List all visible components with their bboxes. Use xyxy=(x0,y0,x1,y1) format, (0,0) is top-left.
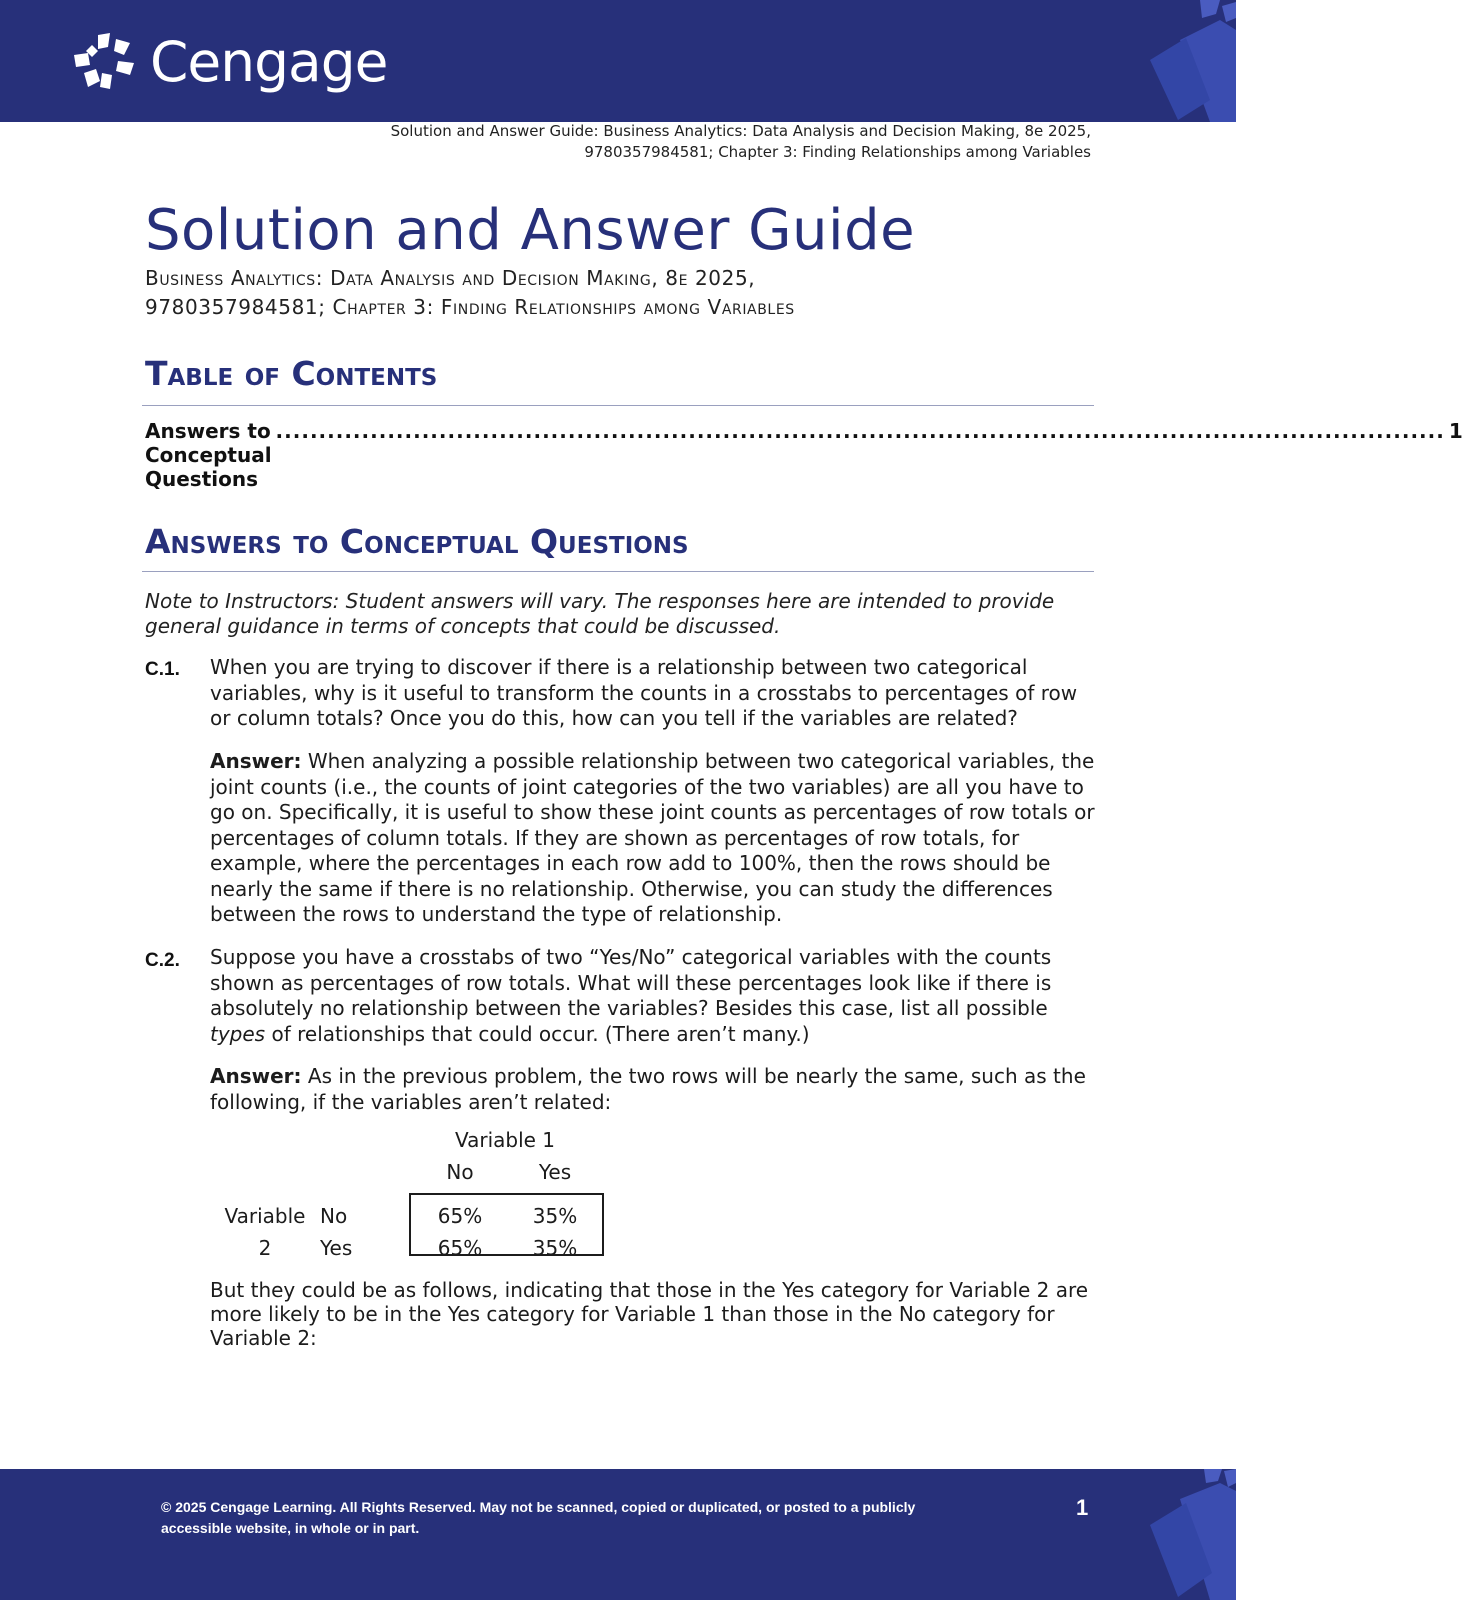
toc-leader-dots: ........................................................................................................................................ xyxy=(275,419,1445,443)
page-number: 1 xyxy=(1076,1495,1089,1520)
instructor-note: Note to Instructors: Student answers will vary. The responses here are intended to provide general guidance in terms of concepts that could be discussed. xyxy=(145,589,1055,638)
section-heading: Answers to Conceptual Questions xyxy=(145,522,689,561)
crosstab-row-variable: Variable xyxy=(224,1204,306,1228)
answer-label: Answer: xyxy=(210,1064,302,1088)
crosstab-cell: 65% xyxy=(437,1236,483,1260)
answer-text xyxy=(210,749,1100,928)
question-text xyxy=(210,945,1100,1047)
decorative-shape-icon xyxy=(1150,1469,1236,1600)
question-number: C.1. xyxy=(145,659,180,680)
crosstab-row-header: Yes xyxy=(320,1236,353,1260)
question-text-part-1: Suppose you have a crosstabs of two “Yes/No” categorical variables with the counts shown as percentages of row totals. What will these percentages look like if there is absolutely no relationship between the variables? Besides this case, list all possible xyxy=(210,945,1052,1020)
question-italic-word: types xyxy=(210,1021,266,1046)
decorative-shape-icon xyxy=(1150,0,1236,122)
answer-label: Answer: xyxy=(210,749,302,773)
page-title: Solution and Answer Guide xyxy=(145,198,916,263)
answer-body: When analyzing a possible relationship between two categorical variables, the joint counts (i.e., the counts of joint categories of the two variables) are all you have to go on. Specifically, it is useful to show these joint counts as percentages of row totals or percentages of column totals. If they are shown as percentages of row totals, for example, where the percentages in each row add to 100%, then the rows should be nearly the same if there is no relationship. Otherwise, you can study the differences between the rows to understand the type of relationship. xyxy=(210,749,1095,926)
cengage-burst-icon xyxy=(74,33,136,91)
header-bar xyxy=(0,0,1236,122)
subtitle-line-1: Business Analytics: Data Analysis and Decision Making, 8e 2025, xyxy=(145,266,756,290)
crosstab-cell: 35% xyxy=(532,1236,578,1260)
crosstab-row-header: No xyxy=(320,1204,348,1228)
crosstab-col-variable: Variable 1 xyxy=(454,1128,556,1152)
crosstab-col-header: Yes xyxy=(538,1160,572,1184)
question-text: When you are trying to discover if there is a relationship between two categorical variables, why is it useful to transform the counts in a crosstabs to percentages of row or column totals? Once you do this, how can you tell if the variables are related? xyxy=(210,655,1078,730)
answer-body: As in the previous problem, the two rows will be nearly the same, such as the following, if the variables aren’t related: xyxy=(210,1064,1086,1114)
section-divider xyxy=(142,571,1094,572)
crosstab-cell: 65% xyxy=(437,1204,483,1228)
crosstab-cell: 35% xyxy=(532,1204,578,1228)
crosstab-col-header: No xyxy=(446,1160,474,1184)
running-header-line-1: Solution and Answer Guide: Business Analytics: Data Analysis and Decision Making, 8e 2025, xyxy=(390,122,1091,140)
question-text-part-2: of relationships that could occur. (There aren’t many.) xyxy=(271,1021,810,1046)
footer-bar xyxy=(0,1469,1236,1600)
cengage-logo[interactable] xyxy=(74,32,387,92)
toc-entry-label: Answers to Conceptual Questions xyxy=(145,419,272,491)
book-subtitle xyxy=(145,264,1105,322)
logo-wordmark: Cengage xyxy=(150,30,388,94)
answer-text xyxy=(210,1064,1100,1115)
toc-entry[interactable] xyxy=(145,419,1463,491)
copyright-notice: © 2025 Cengage Learning. All Rights Reserved. May not be scanned, copied or duplicated, or posted to a publicly accessible website, in whole or in part. xyxy=(161,1499,916,1536)
toc-entry-page: 1 xyxy=(1448,419,1463,443)
crosstab-row-variable-line-2: 2 xyxy=(258,1236,272,1260)
subtitle-line-2: 9780357984581; Chapter 3: Finding Relationships among Variables xyxy=(145,295,795,319)
toc-heading: Table of Contents xyxy=(145,354,438,393)
question-number: C.2. xyxy=(145,950,180,971)
followup-text: But they could be as follows, indicating that those in the Yes category for Variable 2 are more likely to be in the Yes category for Variable 1 than those in the No category for Variable 2: xyxy=(210,1278,1089,1350)
running-header xyxy=(191,121,1091,162)
toc-divider xyxy=(142,405,1094,406)
running-header-line-2: 9780357984581; Chapter 3: Finding Relationships among Variables xyxy=(584,142,1091,161)
